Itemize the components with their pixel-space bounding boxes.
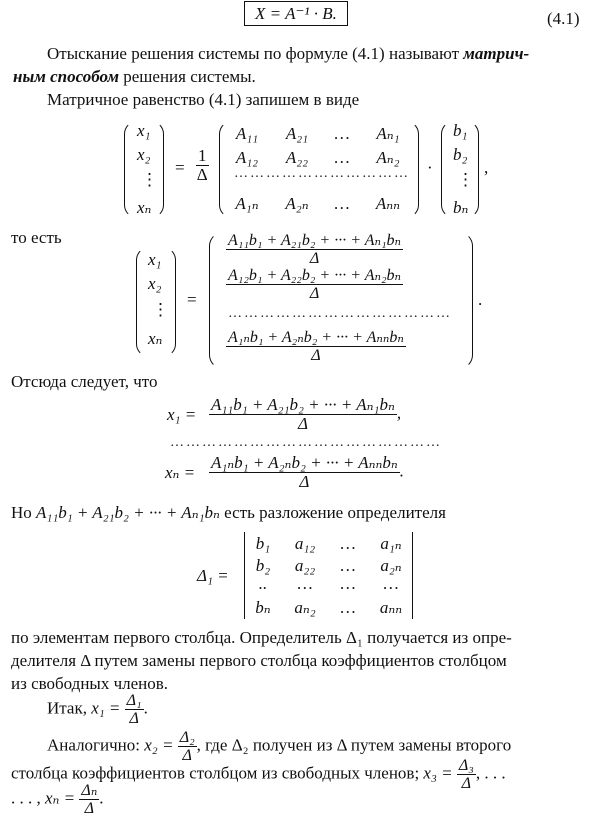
b-vec-2: b₂ bbox=[453, 145, 468, 164]
x-vec-3b: ⋮ bbox=[152, 300, 169, 319]
p3-post: есть разложение определителя bbox=[219, 503, 446, 522]
itak-lhs: x₁ = bbox=[91, 698, 121, 718]
det-cell: .. bbox=[258, 574, 268, 593]
one: 1 bbox=[198, 146, 207, 165]
b-vec-4: bₙ bbox=[453, 198, 469, 217]
x1-den: Δ bbox=[297, 414, 308, 433]
paragraph-1-line-1 bbox=[47, 44, 529, 64]
matrix-cell: A₁₁ bbox=[235, 124, 259, 143]
det-cell: a₁ₙ bbox=[380, 534, 402, 553]
det-cell: … bbox=[340, 534, 356, 553]
analog-xn-end: . bbox=[99, 788, 104, 808]
itak-pre: Итак, bbox=[47, 698, 92, 718]
xn-den: Δ bbox=[299, 472, 310, 491]
analog-xn-num: Δₙ bbox=[81, 782, 98, 799]
x-vec-3: ⋮ bbox=[141, 170, 158, 189]
matrix-cell: … bbox=[334, 148, 350, 167]
paragraph-1-line-2 bbox=[13, 67, 256, 87]
matrix-cell: … bbox=[334, 194, 350, 213]
det-cell: … bbox=[383, 574, 399, 593]
analog-post: , где Δ₂ получен из Δ путем замены второго bbox=[196, 735, 512, 755]
paragraph-4-line-3: из свободных членов. bbox=[11, 674, 169, 693]
analog-lhs: x₂ = bbox=[144, 735, 174, 755]
det-cell: … bbox=[340, 574, 356, 593]
b-vec-3: ⋮ bbox=[457, 170, 474, 189]
paragraph-3 bbox=[11, 503, 446, 523]
p1-emphasis-2: ным способом bbox=[13, 67, 120, 86]
label-otsyuda: Отсюда следует, что bbox=[11, 372, 158, 391]
p3-pre: Но bbox=[11, 503, 37, 522]
formula-lhs: X bbox=[255, 4, 266, 23]
det-lhs: Δ₁ = bbox=[197, 566, 229, 585]
itak-den: Δ bbox=[129, 710, 139, 727]
analog-x3-lhs: x₃ = bbox=[423, 763, 453, 783]
x-vec-2: x₂ bbox=[137, 145, 151, 164]
p1-emphasis: матрич- bbox=[463, 44, 530, 63]
x1-frac: $\frac{\text{A₁₁b₁ + A₂₁b₂ + ··· + Aₙ₁bₙ}}{\Delta}$ , bbox=[211, 395, 402, 433]
xn-lhs: xₙ = bbox=[165, 463, 196, 482]
analog-x3-num: Δ₃ bbox=[458, 757, 474, 774]
matrix-cell: Aₙₙ bbox=[375, 194, 401, 213]
paragraph-4-line-2: делителя Δ путем замены первого столбца коэффициентов столбцом bbox=[11, 651, 507, 670]
matrix-cell: Aₙ₁ bbox=[376, 124, 400, 143]
det-cell: … bbox=[340, 556, 356, 575]
paragraph-4-line-1: по элементам первого столбца. Определитель Δ₁ получается из опре- bbox=[11, 628, 512, 647]
det-cell: aₙₙ bbox=[379, 598, 403, 617]
xn-frac: $\frac{\text{A₁ₙb₁ + A₂ₙb₂ + ··· + Aₙₙbₙ}}{\Delta}$ . bbox=[211, 453, 405, 491]
expanded-row-2-den: Δ bbox=[309, 285, 320, 302]
expanded-row-n bbox=[226, 329, 406, 364]
x-vec-1: x₁ bbox=[137, 121, 151, 140]
analog-num: Δ₂ bbox=[179, 729, 195, 746]
expanded-row-n-num: A₁ₙb₁ + A₂ₙb₂ + ··· + Aₙₙbₙ bbox=[228, 329, 404, 346]
det-cell: bₙ bbox=[255, 598, 271, 617]
itak-end: . bbox=[143, 698, 148, 718]
matrix-cell: A₂ₙ bbox=[285, 194, 309, 213]
expanded-row-1 bbox=[226, 232, 403, 267]
solutions-dots: …………………………………………… bbox=[170, 435, 442, 450]
label-to-est: то есть bbox=[11, 228, 62, 247]
itak-line bbox=[47, 692, 148, 727]
analog-line3-pre: . . . , bbox=[11, 788, 45, 808]
delta: Δ bbox=[196, 165, 208, 184]
det-cell: … bbox=[340, 598, 356, 617]
x-vec-1b: x₁ bbox=[148, 250, 162, 269]
expanded-row-1-num: A₁₁b₁ + A₂₁b₂ + ··· + Aₙ₁bₙ bbox=[228, 232, 402, 249]
det-cell: a₂₂ bbox=[294, 556, 316, 575]
analog-line-3 bbox=[11, 782, 104, 817]
matrix-cell: … bbox=[334, 124, 350, 143]
b-vec-1: b₁ bbox=[453, 121, 468, 140]
expanded-dots: …………………………………… bbox=[228, 306, 452, 321]
expanded-row-1-den: Δ bbox=[309, 250, 320, 267]
paragraph-2: Матричное равенство (4.1) запишем в виде bbox=[47, 90, 360, 109]
analog-den: Δ bbox=[182, 747, 192, 764]
matrix-cell: A₂₂ bbox=[285, 148, 309, 167]
matrix-cell: A₁₂ bbox=[235, 148, 259, 167]
det-cell: aₙ₂ bbox=[294, 598, 316, 617]
analog-xn-lhs: xₙ = bbox=[45, 788, 76, 808]
xn-num: A₁ₙb₁ + A₂ₙb₂ + ··· + Aₙₙbₙ bbox=[211, 453, 398, 472]
matrix-cell: Aₙ₂ bbox=[376, 148, 400, 167]
det-cell: a₂ₙ bbox=[380, 556, 402, 575]
p3-expr: A₁₁b₁ + A₂₁b₂ + ··· + Aₙ₁bₙ bbox=[36, 503, 220, 522]
x-vec-2b: x₂ bbox=[148, 274, 162, 293]
expanded-row-n-den: Δ bbox=[311, 347, 321, 364]
matrix-cell: A₁ₙ bbox=[235, 194, 259, 213]
equation-tag: (4.1) bbox=[547, 9, 580, 28]
det-cell: b₂ bbox=[255, 556, 271, 575]
analog-xn-den: Δ bbox=[84, 800, 95, 817]
p1-text-2: решения системы. bbox=[119, 67, 256, 86]
expanded-row-2-num: A₁₂b₁ + A₂₂b₂ + ··· + Aₙ₂bₙ bbox=[228, 267, 402, 284]
x-vec-4: xₙ bbox=[137, 198, 152, 217]
matrix-cell: A₂₁ bbox=[285, 124, 309, 143]
analog-x3-post: , . . . bbox=[475, 763, 506, 783]
one-over-delta bbox=[196, 147, 209, 184]
analog-pre: Аналогично: bbox=[47, 735, 145, 755]
formula-4-1: X = A⁻¹ · B. bbox=[244, 4, 348, 24]
det-cell: a₁₂ bbox=[294, 534, 316, 553]
expanded-row-2 bbox=[226, 267, 403, 302]
x1-lhs: x₁ = bbox=[167, 405, 197, 424]
det-cell: b₁ bbox=[255, 534, 271, 553]
itak-num: Δ₁ bbox=[126, 692, 142, 709]
analog-line2-text: столбца коэффициентов столбцом из свободных членов; bbox=[11, 763, 420, 783]
analog-x3-den: Δ bbox=[461, 775, 472, 792]
x1-num: A₁₁b₁ + A₂₁b₂ + ··· + Aₙ₁bₙ bbox=[211, 395, 395, 414]
formula-rhs: A⁻¹ · B. bbox=[285, 4, 337, 23]
det-cell: … bbox=[297, 574, 313, 593]
p1-text: Отыскание решения системы по формуле (4.1) называют bbox=[47, 44, 464, 63]
matrix-dotted-row: …………………………… bbox=[234, 166, 410, 181]
x-vec-4b: xₙ bbox=[148, 329, 163, 348]
